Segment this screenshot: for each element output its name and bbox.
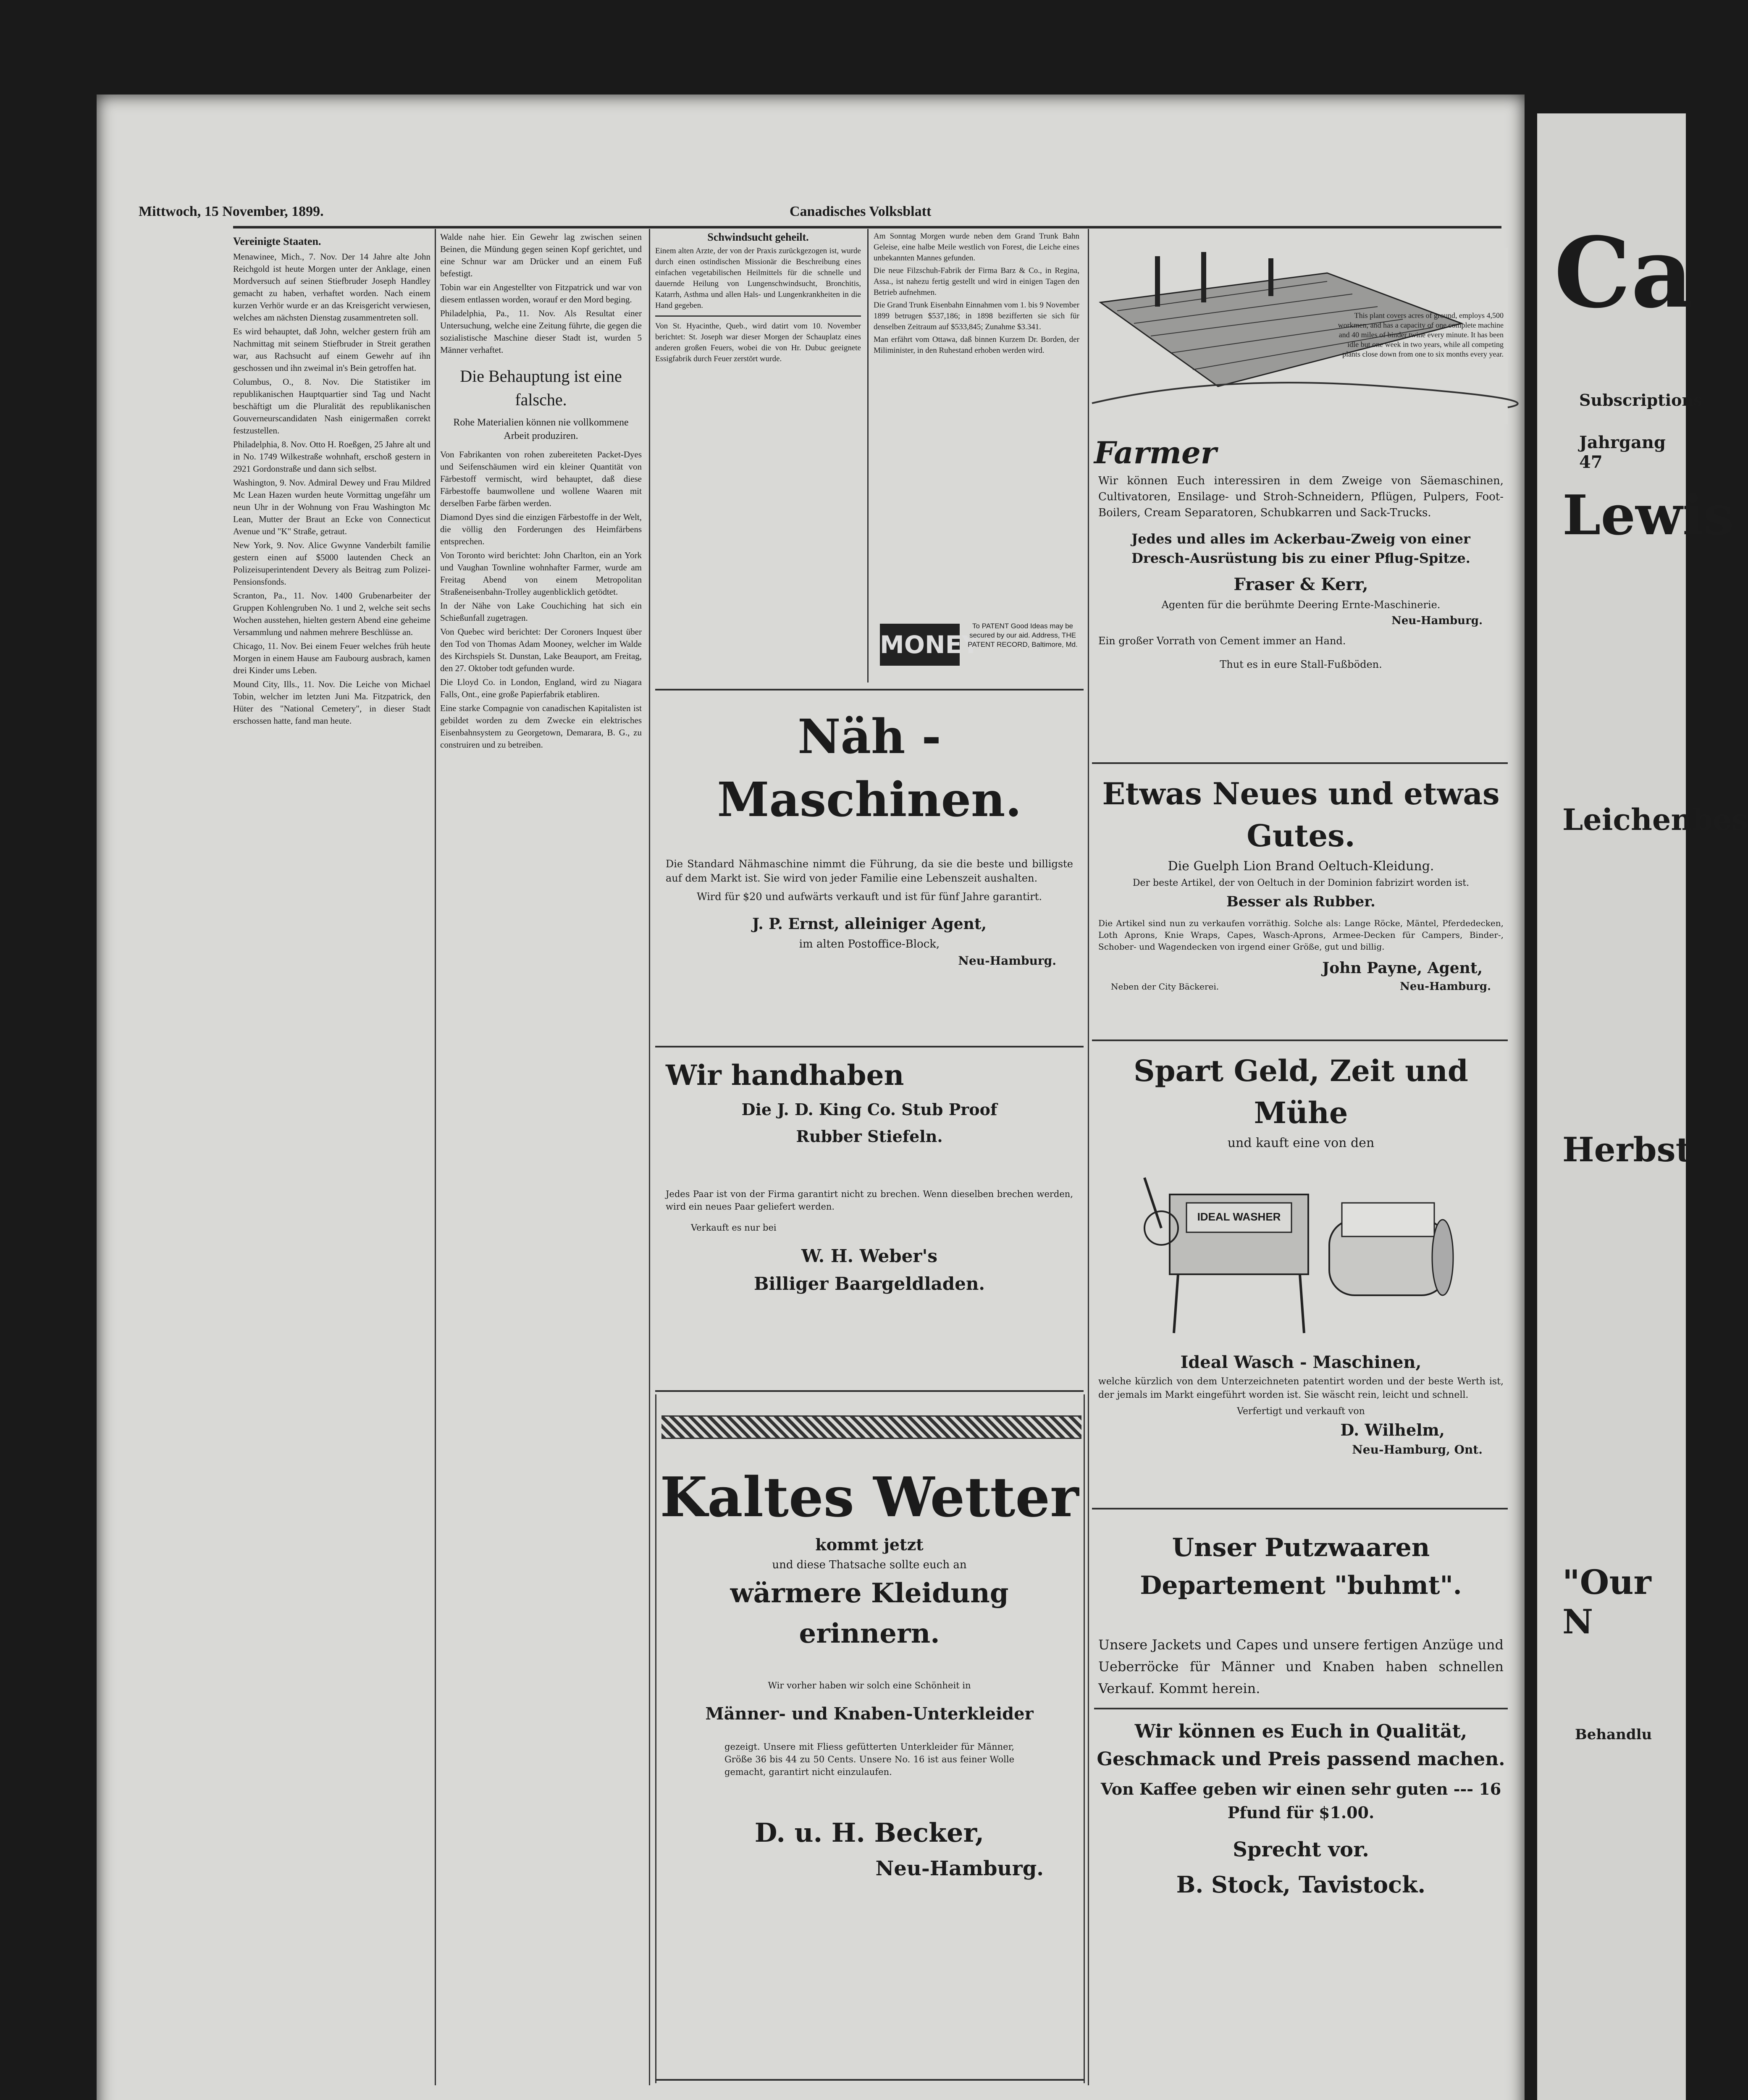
patent-money-ad: [880, 620, 1081, 678]
ad-text: Wird für $20 und aufwärts verkauft und ist für fünf Jahre garantirt.: [696, 891, 1042, 903]
headline-fragment: Lewis: [1562, 483, 1734, 547]
ad-agent: John Payne, Agent,: [1322, 959, 1483, 977]
column-divider: [867, 229, 869, 682]
article-paragraph: Die Grand Trunk Eisenbahn Einnahmen vom 1. bis 9 November 1899 betrugen $537,186; in 1898 bezifferten sie sich für denselben Zeitraum auf $533,845; Zunahme $3.341.: [874, 301, 1079, 331]
sewing-machine-ad: [657, 697, 1081, 1033]
ad-town: Neu-Hamburg.: [958, 954, 1056, 968]
ornamental-border: [661, 1415, 1081, 1439]
article-headline: Die Behauptung ist eine falsche.: [460, 367, 622, 409]
column-divider: [1088, 229, 1089, 2085]
ad-line: wärmere Kleidung erinnern.: [730, 1578, 1009, 1649]
box-border: [655, 1394, 656, 2083]
article-paragraph: Die Lloyd Co. in London, England, wird zu Niagara Falls, Ont., eine große Papierfabrik etabliren.: [440, 677, 642, 699]
ad-shop: Billiger Baargeldladen.: [753, 1273, 985, 1294]
ad-text: Wir können Euch interessiren in dem Zweige von Säemaschinen, Cultivatoren, Ensilage- und Stroh-Schneidern, Pflügen, Pulpers, Foot-Boilers, Cream Separatoren, Schubkarren und Sack-Trucks.: [1098, 475, 1504, 519]
ad-headline: Unser Putzwaaren: [1172, 1533, 1430, 1562]
ad-text: Jedes und alles im Ackerbau-Zweig von einer Dresch-Ausrüstung bis zu einer Pflug-Spitze.: [1131, 531, 1470, 566]
article-paragraph: Philadelphia, Pa., 11. Nov. Als Resultat einer Untersuchung, welche eine Zeitung führte, die gegen die sozialistische Maschine dieser Stadt ist, wurden 5 Männer verhaftet.: [440, 308, 642, 355]
section-rule: [655, 689, 1084, 690]
article-paragraph: Am Sonntag Morgen wurde neben dem Grand Trunk Bahn Geleise, eine halbe Meile westlich von Forest, die Leiche eines unbekannten Mannes gefunden.: [874, 232, 1079, 262]
article-paragraph: Chicago, 11. Nov. Bei einem Feuer welches früh heute Morgen in einem Hause am Faubourg ausbrach, kamen drei Kinder ums Leben.: [233, 641, 430, 675]
factory-illustration: [1092, 248, 1508, 424]
ad-line: Rubber Stiefeln.: [796, 1127, 943, 1146]
box-border: [1084, 1394, 1085, 2083]
article-paragraph: Die neue Filzschuh-Fabrik der Firma Barz & Co., in Regina, Assa., ist nahezu fertig gestellt und wird in einigen Tagen den Betrieb aufnehmen.: [874, 266, 1079, 297]
masthead-fragment: Ca: [1554, 216, 1694, 330]
column-4-articles: [874, 231, 1079, 680]
ad-agent: J. P. Ernst, alleiniger Agent,: [752, 915, 987, 933]
column-divider: [649, 229, 650, 2085]
ad-text: welche kürzlich von dem Unterzeichneten patentirt worden und der beste Werth ist, der jemals im Markt eingeführt worden ist. Sie wäscht rein, leicht und schnell.: [1098, 1376, 1504, 1400]
next-page-fragment: [1537, 113, 1748, 2100]
ad-line: Sprecht vor.: [1233, 1838, 1369, 1861]
ad-line: kommt jetzt: [815, 1535, 924, 1554]
ad-line: Wir vorher haben wir solch eine Schönheit in: [768, 1680, 971, 1690]
ad-text: Jedes Paar ist von der Firma garantirt nicht zu brechen. Wenn dieselben brechen werden, wird ein neues Paar geliefert werden.: [666, 1189, 1073, 1212]
ad-town: Neu-Hamburg.: [875, 1857, 1044, 1880]
article-paragraph: Von St. Hyacinthe, Queb., wird datirt vom 10. November berichtet: St. Joseph war dieser Morgen der Schauplatz eines anderen großen Feuers, wobei die von Hr. Dubuc geeignete Essigfabrik durch Feuer zerstört wurde.: [655, 322, 861, 363]
section-rule: [1092, 1508, 1508, 1509]
ad-line: Männer- und Knaben-Unterkleider: [705, 1704, 1034, 1724]
section-rule: [1092, 1040, 1508, 1041]
article-paragraph: Columbus, O., 8. Nov. Die Statistiker im republikanischen Hauptquartier sind Tag und Nacht beschäftigt um die Pluralität des republikanischen Gouverneurscandidaten Nash einigermaßen correkt festzustellen.: [233, 377, 430, 436]
money-text: To PATENT Good Ideas may be secured by our aid. Address, THE PATENT RECORD, Baltimore, Md.: [968, 622, 1078, 648]
article-paragraph: Diamond Dyes sind die einzigen Färbestoffe in der Welt, die völlig den Forderungen des Heimfärbens entsprechen.: [440, 512, 642, 546]
ad-headline: Kaltes Wetter: [660, 1465, 1079, 1529]
ad-text: gezeigt. Unsere mit Fliess gefütterten Unterkleider für Männer, Größe 36 bis 44 zu 50 Cents. Unsere No. 16 ist aus feiner Wolle gemacht, garantirt nicht einzulaufen.: [724, 1742, 1014, 1777]
factory-caption: This plant covers acres of ground, employs 4,500 workmen, and has a capacity of one complete machine and 40 miles of binder twine every minute. It has been idle but one week in two years, while all competing plants close down from one to six months every year.: [1338, 311, 1504, 358]
article-paragraph: Philadelphia, 8. Nov. Otto H. Roeßgen, 25 Jahre alt und in No. 1749 Wilkestraße wohnhaft, erschoß gestern in 2921 Gordonstraße und dann sich selbst.: [233, 439, 430, 474]
ad-town: Neu-Hamburg.: [1391, 614, 1483, 627]
header-rule: [233, 226, 1501, 228]
ad-firm: D. u. H. Becker,: [754, 1817, 984, 1848]
page-header: [139, 204, 1336, 220]
ad-text: Die Standard Nähmaschine nimmt die Führung, da sie die beste und billigste auf dem Markt ist. Sie wird von jeder Familie eine Lebenszeit aushalten.: [666, 858, 1073, 884]
article-paragraph: In der Nähe von Lake Couchiching hat sich ein Schießunfall zugetragen.: [440, 601, 642, 623]
divider: [1094, 1708, 1508, 1709]
ad-line: Der beste Artikel, der von Oeltuch in der Dominion fabrizirt worden ist.: [1132, 878, 1470, 888]
ad-text: Thut es in eure Stall-Fußböden.: [1220, 659, 1382, 670]
section-title: Vereinigte Staaten.: [233, 235, 321, 247]
column-3-articles: [655, 231, 861, 672]
headline-fragment: "Our N: [1562, 1562, 1651, 1641]
issue-date: Mittwoch, 15 November, 1899.: [139, 204, 324, 219]
ad-headline: Näh - Maschinen.: [717, 709, 1022, 827]
ad-text: Ein großer Vorrath von Cement immer an Hand.: [1098, 635, 1346, 647]
article-paragraph: Von Quebec wird berichtet: Der Coroners Inquest über den Tod von Thomas Adam Mooney, welcher im Walde des Kirchspiels St. Dunstan, Lake Beauport, am Freitag, den 27. Oktober todt gefunden wurde.: [440, 627, 642, 673]
column-divider: [435, 229, 436, 2085]
article-paragraph: Washington, 9. Nov. Admiral Dewey und Frau Mildred Mc Lean Hazen wurden heute Vormittag ungefähr um neun Uhr in der Wohnung von Frau Washington Mc Lean, Mutter der Braut an Ecke von Connecticut Avenue und "K" Straße, getraut.: [233, 478, 430, 536]
rubber-boots-ad: [657, 1054, 1081, 1382]
ad-place: Neben der City Bäckerei.: [1111, 982, 1219, 992]
ad-sold: Verkauft es nur bei: [691, 1223, 777, 1233]
ad-line: Wir können es Euch in Qualität, Geschmack und Preis passend machen.: [1097, 1721, 1505, 1770]
ad-text: Die Artikel sind nun zu verkaufen vorräthig. Solche als: Lange Röcke, Mäntel, Pferdedecken, Loth Aprons, Knie Wraps, Capes, Wasch-Aprons, Armee-Decken für Campers, Binder-, Schober- und Wagendecken von irgend einer Größe, gut und billig.: [1098, 918, 1504, 952]
section-title: Schwindsucht geheilt.: [707, 231, 809, 243]
ad-product: Ideal Wasch - Maschinen,: [1180, 1352, 1422, 1372]
column-2: [440, 231, 642, 2087]
washer-drawing: [1094, 1157, 1508, 1350]
ad-line: Die J. D. King Co. Stub Proof: [741, 1100, 997, 1119]
washer-brand: IDEAL WASHER: [1197, 1210, 1281, 1223]
headline-fragment: Leichenbes: [1562, 802, 1748, 837]
ad-firm: B. Stock, Tavistock.: [1176, 1871, 1426, 1898]
article-paragraph: Tobin war ein Angestellter von Fitzpatrick und war von diesem entlassen worden, worauf er den Mord beging.: [440, 282, 642, 304]
subscription-fragment: Subscriptions: [1579, 391, 1703, 410]
ad-text: Unsere Jackets und Capes und unsere fertigen Anzüge und Ueberröcke für Männer und Knaben haben schnellen Verkauf. Kommt herein.: [1098, 1637, 1504, 1696]
article-paragraph: Man erfährt vom Ottawa, daß binnen Kurzem Dr. Borden, der Miliminister, in den Ruhestand erhoben werden wird.: [874, 335, 1079, 355]
ad-line: Besser als Rubber.: [1226, 893, 1375, 910]
winter-clothing-ad: [657, 1449, 1081, 2079]
article-paragraph: Einem alten Arzte, der von der Praxis zurückgezogen ist, wurde durch einen ostindischen Missionär die Beschreibung eines einfachen vegetabilischen Heilmittels für die schnelle und dauernde Heilung von Lungenschwindsucht, Bronchitis, Katarrh, Asthma und allen Hals- und Lungenkrankheiten in die Hand gegeben.: [655, 247, 861, 310]
ad-town: Neu-Hamburg, Ont.: [1352, 1443, 1483, 1457]
article-paragraph: Walde nahe hier. Ein Gewehr lag zwischen seinen Beinen, die Mündung gegen seinen Kopf gerichtet, und eine Schnur war am Drücker und an einem Fuß befestigt.: [440, 232, 642, 278]
washer-illustration: [1094, 1157, 1508, 1350]
article-paragraph: Scranton, Pa., 11. Nov. 1400 Grubenarbeiter der Gruppen Kohlengruben No. 1 und 2, welche seit sechs Wochen ausstehen, hielten gestern Abend eine geheime Versammlung und nahmen mehrere Beschlüsse an.: [233, 591, 430, 637]
ad-firm: Fraser & Kerr,: [1234, 575, 1368, 594]
ad-headline: Spart Geld, Zeit und Mühe: [1134, 1053, 1468, 1130]
ad-place: im alten Postoffice-Block,: [799, 938, 940, 950]
headline-fragment: Herbst: [1562, 1130, 1691, 1169]
money-logo: MONEY: [880, 624, 960, 666]
ad-headline: Departement "buhmt".: [1140, 1571, 1462, 1600]
box-border: [655, 2079, 1085, 2081]
ad-shop: W. H. Weber's: [801, 1246, 937, 1266]
ad-firm: D. Wilhelm,: [1340, 1420, 1445, 1439]
article-paragraph: Menawinee, Mich., 7. Nov. Der 14 Jahre alte John Reichgold ist heute Morgen unter der Anklage, einen Mordversuch auf seinen Stiefbruder Joseph Handley gemacht zu haben, verhaftet worden. Nach einem kurzen Verhör wurde er an das Kreisgericht verwiesen, welches am nächsten Dienstag zusammentreten soll.: [233, 252, 430, 323]
article-paragraph: Eine starke Compagnie von canadischen Kapitalisten ist gebildet worden zu dem Zwecke ein elektrisches Eisenbahnsystem zu Georgetown, Demarara, B. G., zu construiren und zu betreiben.: [440, 703, 642, 750]
section-rule: [1092, 762, 1508, 764]
article-paragraph: New York, 9. Nov. Alice Gwynne Vanderbilt familie gestern einen auf $5000 lautenden Check an Polizeisuperintendent Devery als Beitrag zum Polizei-Pensionsfonds.: [233, 540, 430, 587]
washing-machine-ad: [1094, 1050, 1508, 1499]
article-subtitle: Rohe Materialien können nie vollkommene Arbeit produziren.: [453, 417, 629, 441]
article-paragraph: Es wird behauptet, daß John, welcher gestern früh am Nachmittag mit seinem Stiefbruder in Streit gerathen war, aus Rachsucht auf einem Gewehr auf ihn geschossen und ihn zweimal in's Bein getroffen hat.: [233, 326, 430, 373]
article-paragraph: Von Toronto wird berichtet: John Charlton, ein an York und Vaughan Townline wohnhafter Farmer, wurde am Freitag Abend von einem Metropolitan Straßeneisenbahn-Trolley augenblicklich getödtet.: [440, 550, 642, 597]
article-paragraph: Von Fabrikanten von rohen zubereiteten Packet-Dyes und Seifenschäumen wird ein kleiner Quantität von Färbestoff vermischt, wird behauptet, daß diese Färbestoffe baumwollene und wollene Waaren mit derselben Farbe färben werden.: [440, 449, 642, 508]
section-rule: [655, 1046, 1084, 1047]
ad-line: Die Guelph Lion Brand Oeltuch-Kleidung.: [1168, 859, 1434, 874]
volume-fragment: Jahrgang 47: [1579, 433, 1666, 472]
text-fragment: Behandlu: [1575, 1726, 1652, 1743]
paper-title: Canadisches Volksblatt: [790, 204, 932, 219]
column-1: [233, 235, 430, 2092]
ad-sold: Verfertigt und verkauft von: [1237, 1406, 1365, 1417]
ad-line: und kauft eine von den: [1227, 1136, 1375, 1150]
millinery-ad: [1094, 1520, 1508, 2087]
divider: [655, 315, 861, 317]
ad-headline: Etwas Neues und etwas Gutes.: [1102, 776, 1500, 853]
farmer-ad: [1094, 433, 1508, 748]
ad-headline: Farmer: [1094, 435, 1217, 470]
oilcloth-ad: [1094, 773, 1508, 1033]
ad-line: und diese Thatsache sollte euch an: [772, 1559, 967, 1571]
ad-line: Von Kaffee geben wir einen sehr guten --- 16 Pfund für $1.00.: [1100, 1780, 1501, 1822]
section-rule: [655, 1390, 1084, 1392]
ad-agent: Agenten für die berühmte Deering Ernte-Maschinerie.: [1161, 599, 1441, 611]
ad-headline: Wir handhaben: [666, 1059, 904, 1092]
ad-town: Neu-Hamburg.: [1400, 980, 1491, 993]
article-paragraph: Mound City, Ills., 11. Nov. Die Leiche von Michael Tobin, welcher im letzten Juni Ma. Fitzpatrick, den Hüter des "National Cemetery", in dieser Stadt erschossen hatte, fand man heute.: [233, 679, 430, 726]
